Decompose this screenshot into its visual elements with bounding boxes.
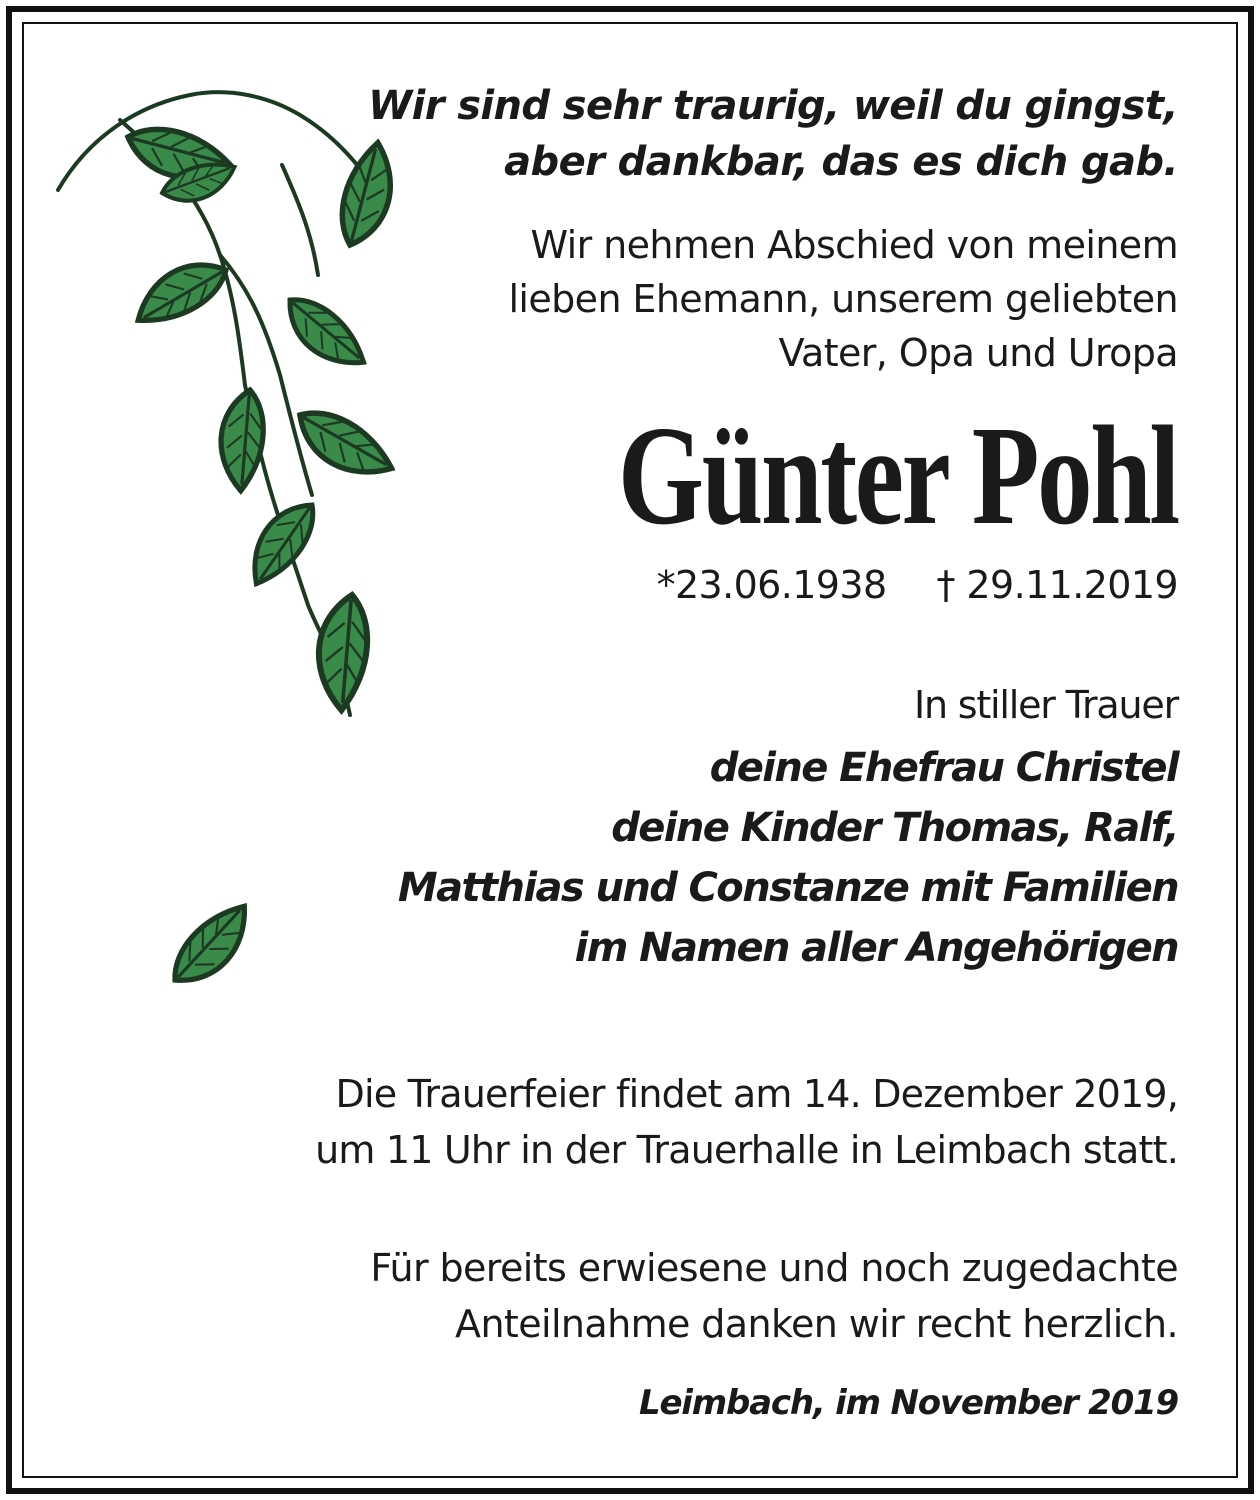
mourner-line: deine Ehefrau Christel [709,745,1178,791]
thanks-note [370,1240,1178,1352]
ceremony-line: Die Trauerfeier findet am 14. Dezember 2019, [335,1072,1178,1116]
place-and-date: Leimbach, im November 2019 [638,1383,1178,1423]
birch-branch-icon [50,75,420,1025]
ceremony-notice [315,1066,1178,1178]
farewell-intro [508,218,1178,380]
death-date: † 29.11.2019 [936,563,1178,607]
mourning-intro: In stiller Trauer [913,683,1178,727]
mourners-list [398,738,1178,978]
motto-line: Wir sind sehr traurig, weil du gingst, [368,83,1178,129]
mourner-line: im Namen aller Angehörigen [574,925,1178,971]
ceremony-line: um 11 Uhr in der Trauerhalle in Leimbach statt. [315,1128,1178,1172]
mourner-line: Matthias und Constanze mit Familien [397,865,1178,911]
motto-line: aber dankbar, das es dich gab. [504,139,1178,185]
thanks-line: Für bereits erwiesene und noch zugedachte [370,1246,1178,1290]
intro-line: lieben Ehemann, unserem geliebten [508,277,1178,321]
intro-line: Vater, Opa und Uropa [778,331,1178,375]
deceased-name: Günter Pohl [618,396,1178,554]
birth-date: *23.06.1938 [656,563,887,607]
motto-quote [368,78,1178,190]
life-dates [657,560,1178,610]
intro-line: Wir nehmen Abschied von meinem [530,223,1178,267]
thanks-line: Anteilnahme danken wir recht herzlich. [455,1302,1178,1346]
mourner-line: deine Kinder Thomas, Ralf, [611,805,1178,851]
